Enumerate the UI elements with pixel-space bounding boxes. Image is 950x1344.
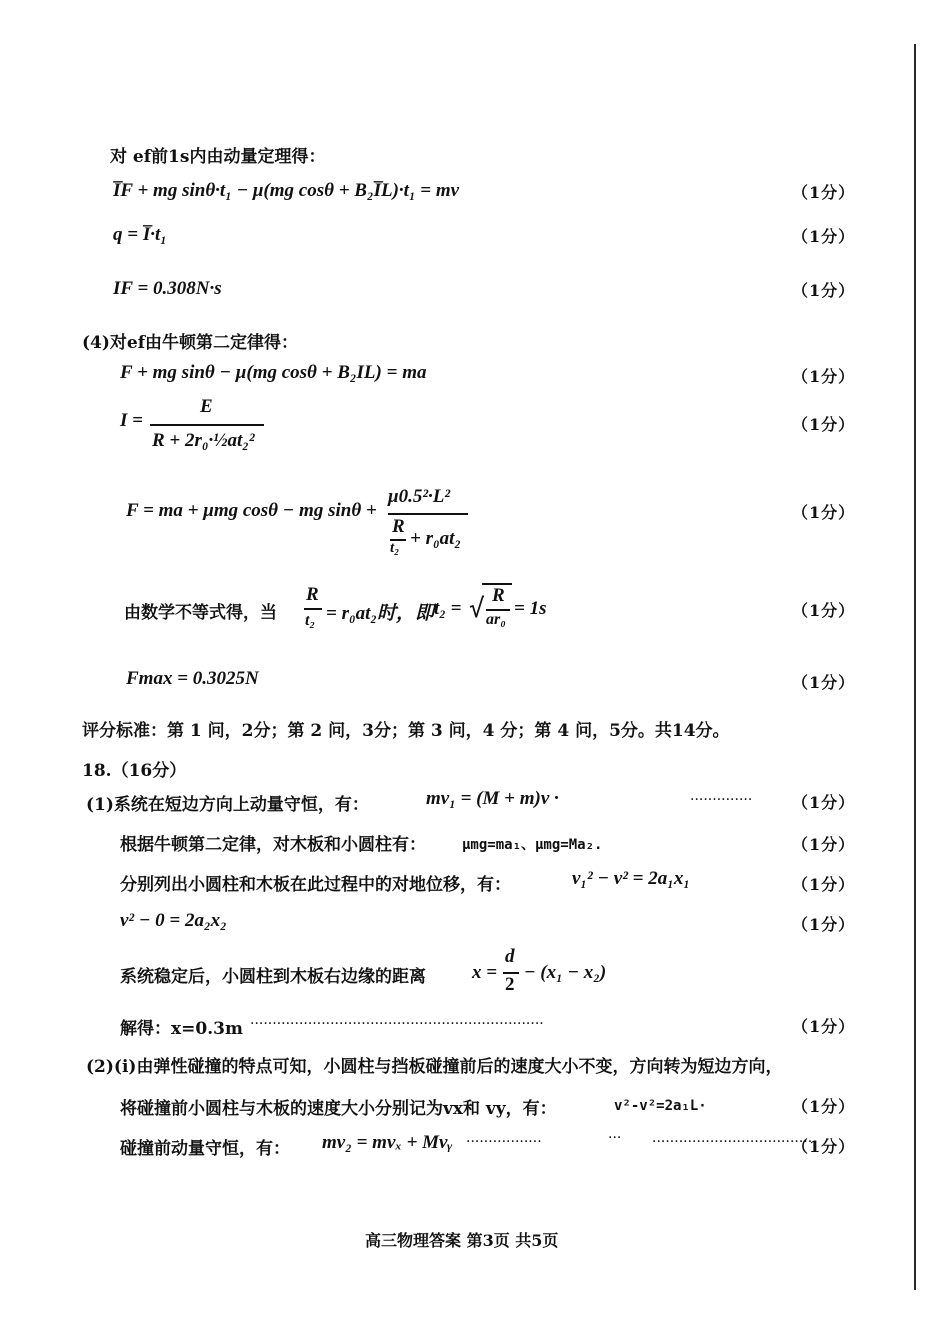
score-mark: （1分） (792, 503, 856, 522)
score-mark: （1分） (792, 601, 856, 620)
score-mark: （1分） (792, 1097, 856, 1116)
sqrt-sign: √ (469, 594, 485, 624)
force-equation: F = ma + μmg cosθ − mg sinθ + (126, 500, 377, 521)
leader-dots: ·············· (690, 792, 753, 808)
fraction-denominator: R + 2r₀·½at₂² (152, 430, 255, 451)
fmax-result: Fmax = 0.3025N (126, 668, 259, 689)
distance-eq-rest: − (x₁ − x₂) (524, 962, 607, 983)
current-equation-left: I = (120, 410, 143, 431)
fraction-inner-denominator: t₂ (390, 540, 400, 556)
pre-collision-momentum-eq: mv₂ = mvₓ + Mvᵧ (322, 1132, 453, 1153)
inequality-text: 由数学不等式得，当 (124, 603, 277, 623)
impulse-result: IF = 0.308N·s (113, 278, 222, 299)
score-mark: （1分） (792, 415, 856, 434)
fraction-bar (304, 608, 322, 610)
leader-dots: ···································· (652, 1134, 813, 1150)
grading-standard: 评分标准：第 1 问，2分；第 2 问，3分；第 3 问，4 分；第 4 问，5分。共14分。 (82, 721, 730, 741)
fraction-numerator: R (306, 584, 319, 605)
momentum-equation: I̅F + mg sinθ·t₁ − μ(mg cosθ + B₂I̅L)·t₁ = mv (113, 180, 460, 201)
leader-dots: ··· (608, 1130, 622, 1146)
velocity-notation-text: 将碰撞前小圆柱与木板的速度大小分别记为vx和 vy，有： (120, 1099, 557, 1119)
displacement-eq-2: v² − 0 = 2a₂x₂ (120, 910, 227, 931)
displacement-text: 分别列出小圆柱和木板在此过程中的对地位移，有： (120, 875, 511, 895)
score-mark: （1分） (792, 1137, 856, 1156)
newton-equation: F + mg sinθ − μ(mg cosθ + B₂IL) = ma (120, 362, 427, 383)
fraction-bar (150, 424, 264, 426)
right-margin-line (914, 44, 916, 1290)
question-18-heading: 18.（16分） (82, 761, 187, 781)
score-mark: （1分） (792, 281, 856, 300)
fraction-denominator: 2 (505, 974, 515, 995)
part1-momentum-eq: mv₁ = (M + m)v · (426, 788, 559, 809)
leader-dots: ················· (466, 1134, 542, 1150)
newton-law-text: 根据牛顿第二定律，对木板和小圆柱有： (120, 835, 426, 855)
elastic-collision-text: (2)(i)由弹性碰撞的特点可知，小圆柱与挡板碰撞前后的速度大小不变，方向转为短边方向， (86, 1057, 783, 1077)
solution-text: 解得：x=0.3m (120, 1019, 243, 1039)
fraction-numerator: E (200, 396, 213, 417)
score-mark: （1分） (792, 183, 856, 202)
ef-momentum-heading: 对 ef前1s内由动量定理得： (110, 147, 326, 167)
part1-momentum-text: (1)系统在短边方向上动量守恒，有： (86, 795, 369, 815)
newton-law-eq: μmg=ma₁、μmg=Ma₂. (462, 837, 603, 853)
displacement-eq-1: v₁² − v² = 2a₁x₁ (572, 868, 690, 889)
pre-collision-momentum-text: 碰撞前动量守恒，有： (120, 1139, 290, 1159)
distance-eq-x: x = (472, 962, 498, 983)
fraction-inner-plus: + r₀at₂ (410, 528, 461, 549)
fraction-denominator: t₂ (305, 612, 316, 629)
t2-label: t₂ = (434, 598, 462, 619)
score-mark: （1分） (792, 367, 856, 386)
page-footer: 高三物理答案 第3页 共5页 (365, 1231, 559, 1250)
score-mark: （1分） (792, 1017, 856, 1036)
score-mark: （1分） (792, 875, 856, 894)
fraction-numerator: R (492, 585, 505, 606)
score-mark: （1分） (792, 227, 856, 246)
fraction-numerator: μ0.5²·L² (388, 486, 451, 507)
inequality-middle: = r₀at₂时，即 (326, 603, 434, 624)
score-mark: （1分） (792, 835, 856, 854)
newton-second-law-heading: (4)对ef由牛顿第二定律得： (82, 333, 299, 353)
fraction-denominator: ar₀ (486, 611, 506, 628)
score-mark: （1分） (792, 793, 856, 812)
inequality-result: = 1s (514, 598, 547, 619)
score-mark: （1分） (792, 915, 856, 934)
fraction-numerator: d (505, 946, 515, 967)
charge-equation: q = I̅·t₁ (113, 224, 167, 245)
leader-dots: ·································································· (250, 1016, 544, 1032)
score-mark: （1分） (792, 673, 856, 692)
fraction-inner-numerator: R (392, 516, 405, 537)
fraction-bar (388, 513, 468, 515)
distance-text: 系统稳定后，小圆柱到木板右边缘的距离 (120, 967, 426, 987)
velocity-notation-eq: v²-v²=2a₁L· (614, 1098, 707, 1114)
